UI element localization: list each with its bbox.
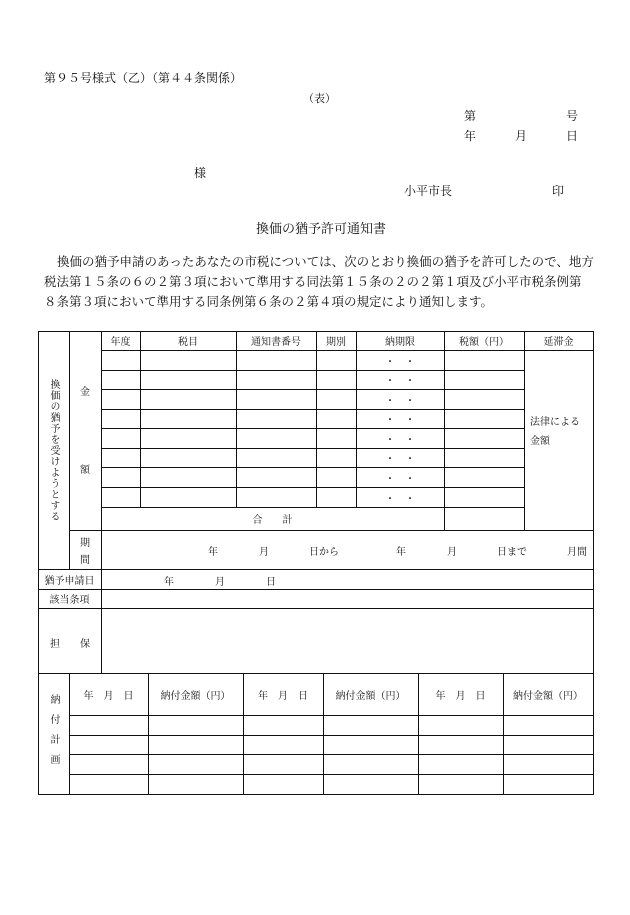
period-month-2: 月 [447,547,457,558]
addressee-suffix: 様 [194,166,207,180]
form-number: 第９５号様式（乙）（第４４条関係） [44,71,243,85]
subject-side-label: 換価の猶予を受けようとする [48,378,59,522]
due-date-cell: ・ ・ [385,434,415,446]
application-date-label: 猶予申請日 [44,575,95,587]
due-date-cell: ・ ・ [385,356,415,368]
col-header-period: 期別 [326,337,346,348]
col-header-tax-amount: 税額（円） [459,337,509,348]
application-date-day: 日 [266,577,276,588]
total-label: 合 計 [252,515,293,526]
period-months: 月間 [567,547,587,558]
due-date-cell: ・ ・ [385,415,415,426]
col-header-year: 年度 [110,337,131,348]
period-year-1: 年 [208,547,218,558]
issuer-seal: 印 [552,184,565,198]
document-title: 換価の猶予許可通知書 [256,222,387,237]
period-year-2: 年 [396,547,406,558]
article-label: 該当条項 [49,595,90,606]
plan-header-amount-3: 納付金額（円） [513,690,583,702]
application-date-year: 年 [164,577,174,588]
plan-header-date-1: 年 月 日 [83,690,134,702]
issue-date-day: 日 [566,129,579,143]
total-amount-box [444,507,525,531]
front-mark: （表） [303,92,336,105]
security-label-1: 担 [50,639,60,650]
col-header-tax-item: 税目 [178,337,198,348]
plan-header-date-3: 年 月 日 [435,690,486,702]
doc-number-go: 号 [566,109,579,123]
period-label-2: 間 [80,555,90,566]
period-day-to: 日まで [497,547,527,558]
amount-label-top: 金 [80,386,90,398]
due-date-cell: ・ ・ [385,454,415,465]
amount-label-bottom: 額 [80,464,90,476]
plan-header-amount-1: 納付金額（円） [160,690,231,702]
due-date-cell: ・ ・ [385,473,415,485]
doc-number-dai: 第 [464,109,477,123]
due-date-cell: ・ ・ [385,395,415,407]
body-line-1: 換価の猶予申請のあったあなたの市税については、次のとおり換価の猶予を許可したので、地方 [57,254,594,269]
due-date-cell: ・ ・ [385,376,415,387]
issue-date-month: 月 [515,129,528,143]
period-label-1: 期 [80,538,90,549]
plan-header-date-2: 年 月 日 [258,690,308,702]
period-month-1: 月 [259,547,269,558]
security-label-2: 保 [80,639,90,650]
body-line-3: ８条第３項において準用する同条例第６条の２第４項の規定により通知します。 [44,294,494,309]
col-header-notice-number: 通知書番号 [251,337,301,348]
application-date-month: 月 [215,577,225,588]
period-day-from: 日から [309,547,339,558]
col-header-due-date: 納期限 [385,337,415,348]
plan-header-amount-2: 納付金額（円） [335,690,406,702]
late-fee-note-1: 法律による [530,417,580,428]
due-date-cell: ・ ・ [385,493,415,505]
issue-date-year: 年 [464,129,477,143]
body-line-2: 税法第１５条の６の２第３項において準用する同法第１５条の２の２第１項及び小平市税条例第 [44,274,582,289]
col-header-late-fee: 延滞金 [543,337,574,348]
payment-plan-side-label: 納付計画 [48,693,59,774]
issuer-name: 小平市長 [404,184,453,198]
late-fee-note-2: 金額 [530,436,550,447]
